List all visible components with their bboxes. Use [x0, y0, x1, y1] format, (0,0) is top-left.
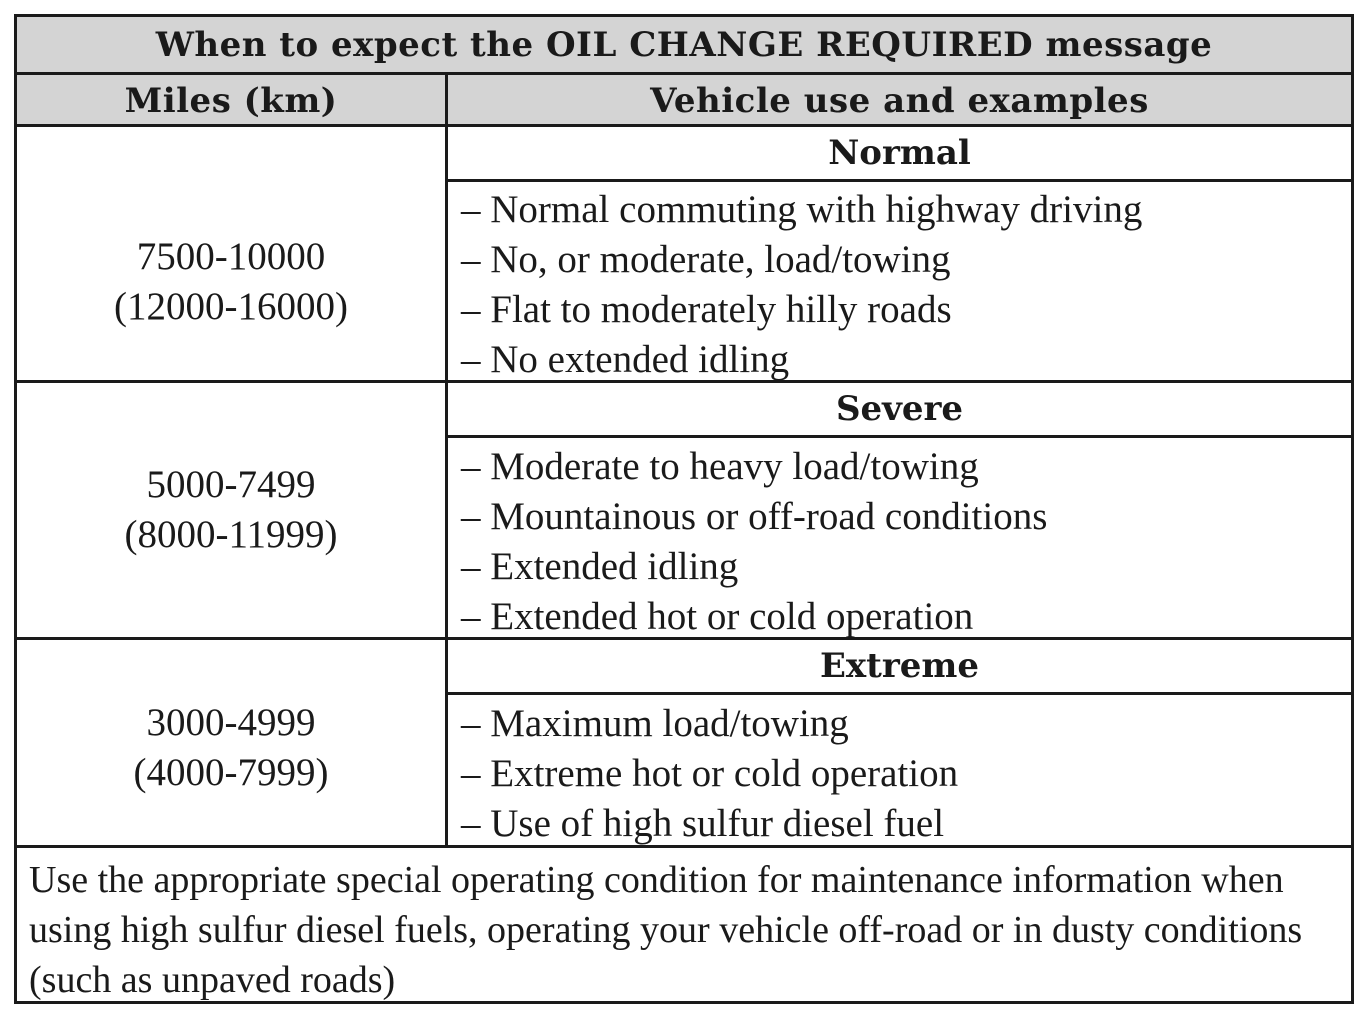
km-value: (8000-11999)	[124, 513, 338, 556]
divider	[448, 179, 1351, 182]
miles-value: 5000-7499	[146, 463, 316, 506]
examples-list-severe	[461, 442, 1341, 642]
miles-value: 7500-10000	[136, 234, 326, 278]
examples-list-extreme	[461, 699, 1341, 849]
category-normal: Normal	[828, 133, 971, 173]
list-item: – Normal commuting with highway driving	[461, 188, 1143, 231]
list-item: – Moderate to heavy load/towing	[461, 445, 979, 488]
examples-list-normal	[461, 185, 1341, 385]
list-item: – Maximum load/towing	[461, 702, 849, 745]
miles-cell-severe	[17, 383, 445, 637]
miles-value: 3000-4999	[146, 701, 316, 744]
miles-cell-normal	[17, 183, 445, 380]
km-value: (4000-7999)	[133, 751, 329, 794]
divider	[448, 435, 1351, 438]
miles-column-header: Miles (km)	[124, 81, 338, 121]
list-item: – Flat to moderately hilly roads	[461, 288, 952, 331]
list-item: – Mountainous or off-road conditions	[461, 495, 1048, 538]
km-value: (12000-16000)	[114, 284, 348, 328]
list-item: – Use of high sulfur diesel fuel	[461, 802, 945, 845]
table-title: When to expect the OIL CHANGE REQUIRED message	[155, 24, 1213, 65]
list-item: – Extended hot or cold operation	[461, 595, 974, 638]
oil-change-table	[14, 14, 1354, 1004]
category-severe: Severe	[835, 389, 964, 429]
list-item: – Extended idling	[461, 545, 739, 588]
list-item: – Extreme hot or cold operation	[461, 752, 959, 795]
miles-cell-extreme	[17, 673, 445, 823]
column-divider	[445, 72, 448, 848]
category-extreme: Extreme	[819, 646, 980, 686]
list-item: – No, or moderate, load/towing	[461, 238, 951, 281]
list-item: – No extended idling	[461, 338, 790, 381]
divider	[17, 72, 1351, 75]
vehicle-use-column-header: Vehicle use and examples	[650, 81, 1149, 121]
footnote: Use the appropriate special operating condition for maintenance information when using high sulfur diesel fuels, operating your vehicle off-road or in dusty conditions (such as unpaved roads)	[29, 859, 1303, 1001]
divider	[448, 692, 1351, 695]
